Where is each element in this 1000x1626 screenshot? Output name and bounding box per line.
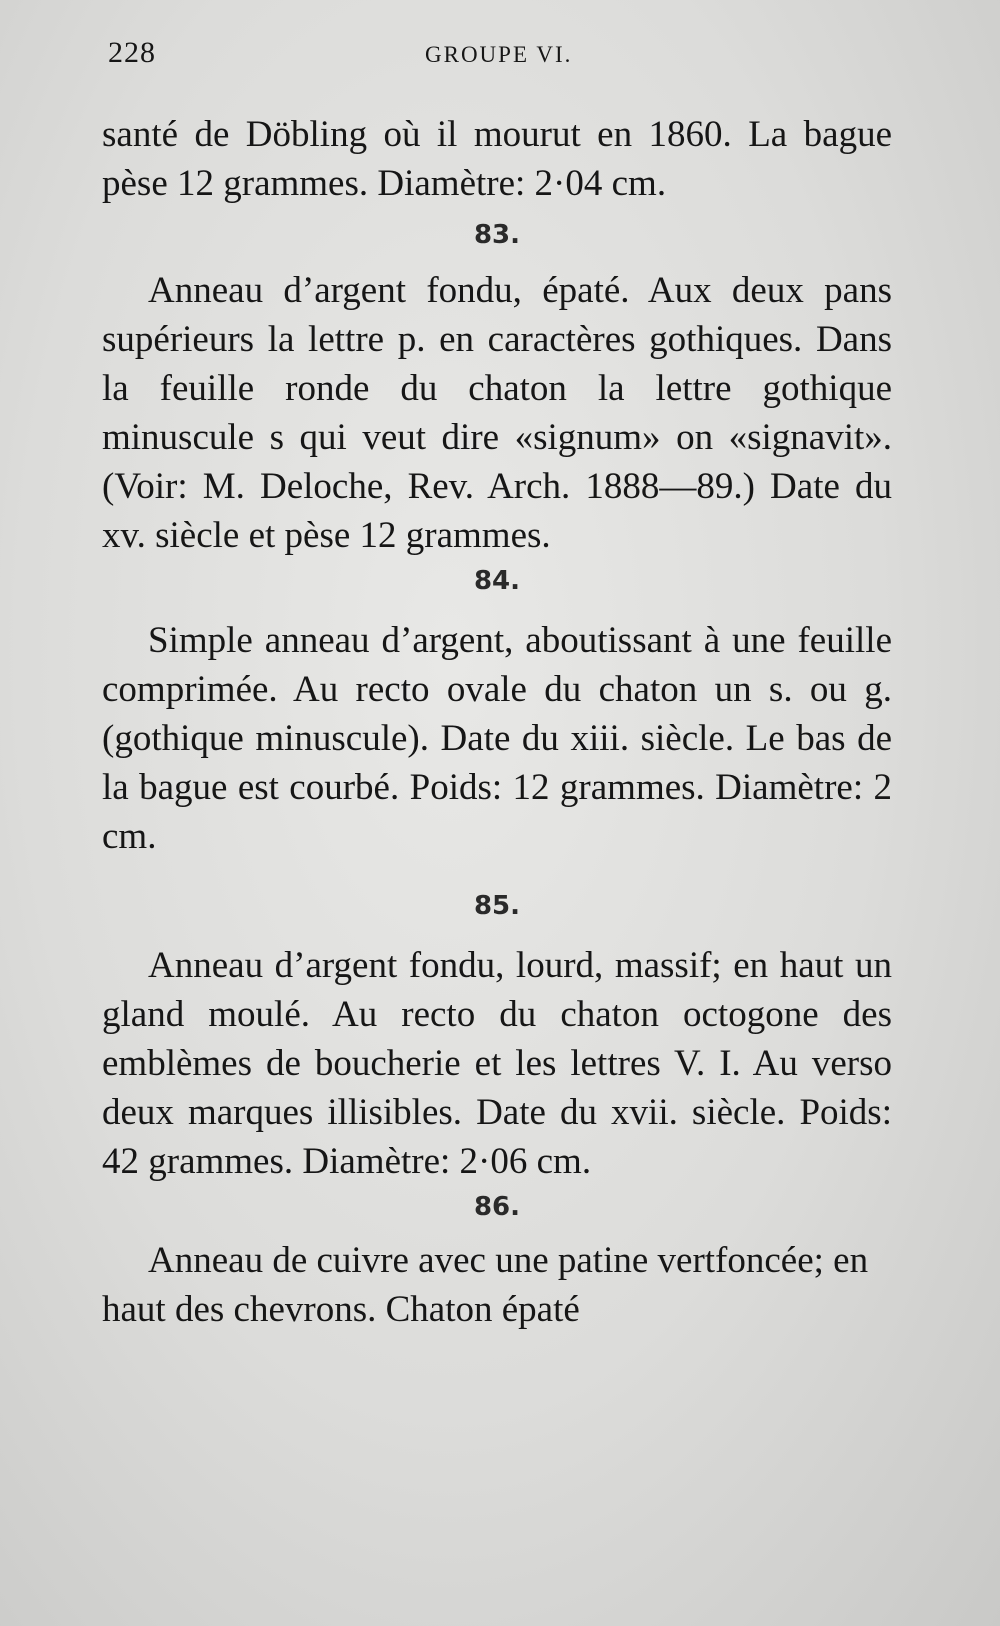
- text-block: [102, 110, 892, 1334]
- entry-text-83: Anneau d’argent fondu, épaté. Aux deux pans supérieurs la lettre p. en caractères gothiques. Dans la feuille ronde du chaton la lettre gothique minuscule s qui veut dire «signum» on «signavit». (Voir: M. Deloche, Rev. Arch. 1888—89.) Date du xv. siècle et pèse 12 grammes.: [102, 270, 892, 556]
- header-title: GROUPE VI.: [425, 42, 573, 67]
- entry-number-84: 84.: [473, 566, 521, 596]
- running-head: [0, 36, 1000, 76]
- entry-text-86: Anneau de cuivre avec une patine vertfoncée; en haut des chevrons. Chaton épaté: [102, 1240, 869, 1330]
- page-number: 228: [108, 36, 156, 69]
- entry-number-85: 85.: [473, 891, 521, 921]
- entry-text-85: Anneau d’argent fondu, lourd, massif; en haut un gland moulé. Au recto du chaton octogone des emblèmes de boucherie et les lettres V. I. Au verso deux marques illisibles. Date du xvii. siècle. Poids: 42 grammes. Diamètre: 2·06 cm.: [102, 945, 892, 1182]
- entry-text-84: Simple anneau d’argent, aboutissant à une feuille comprimée. Au recto ovale du chaton un s. ou g. (gothique minuscule). Date du xiii. siècle. Le bas de la bague est courbé. Poids: 12 grammes. Diamètre: 2 cm.: [102, 620, 892, 857]
- entry-number-83: 83.: [473, 220, 521, 250]
- continuation-paragraph: santé de Döbling où il mourut en 1860. La bague pèse 12 grammes. Diamètre: 2·04 cm.: [102, 114, 892, 204]
- entry-number-86: 86.: [473, 1192, 521, 1222]
